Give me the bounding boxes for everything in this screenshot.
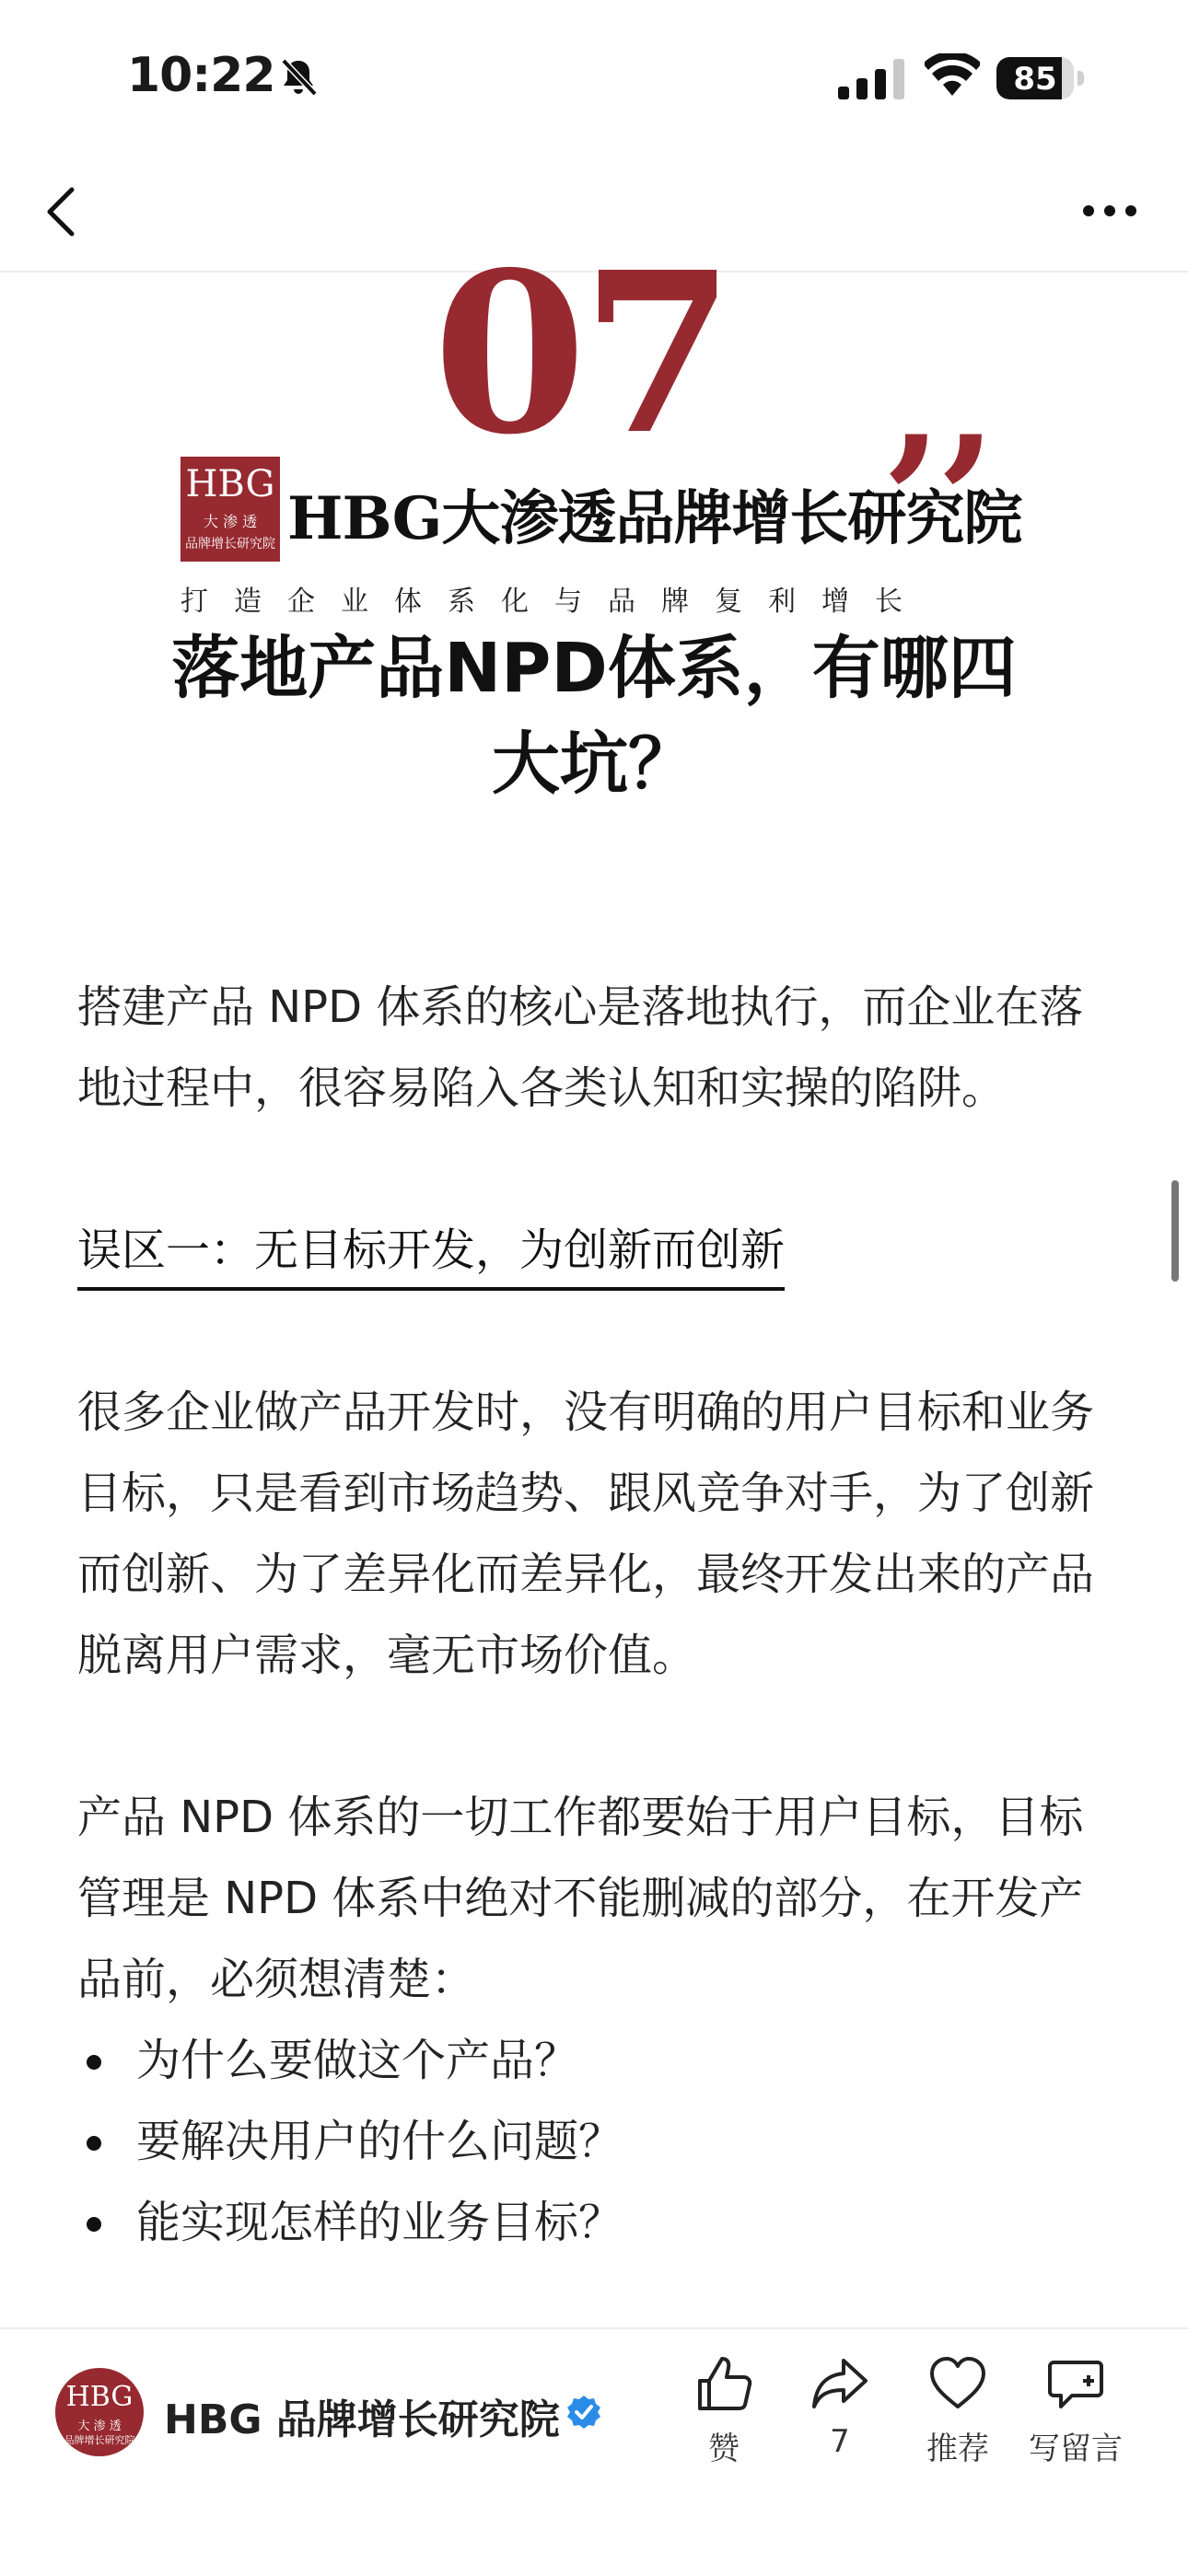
like-button[interactable]	[669, 2355, 779, 2475]
share-arrow-icon	[810, 2355, 869, 2412]
like-label: 赞	[708, 2431, 740, 2467]
account-name[interactable]: HBG 品牌增长研究院	[164, 2396, 560, 2443]
battery-indicator	[996, 57, 1085, 101]
question-list	[77, 2020, 1118, 2263]
logo-sub1: 大 渗 透	[203, 513, 258, 530]
list-item: 能实现怎样的业务目标？	[77, 2182, 1118, 2263]
list-item: 为什么要做这个产品？	[77, 2020, 1118, 2101]
back-arrow-icon[interactable]	[37, 182, 92, 241]
bell-muted-icon	[276, 55, 320, 99]
avatar-sub2: 品牌增长研究院	[64, 2434, 135, 2446]
banner-number: 07	[433, 224, 729, 483]
status-time: 10:22	[127, 48, 275, 103]
article-headline: 落地产品NPD体系，有哪四大坑？	[171, 629, 1017, 804]
verified-badge-icon	[565, 2394, 602, 2431]
brand-slogan: 打造企业体系化与品牌复利增长	[181, 586, 928, 618]
cellular-signal-icon	[838, 59, 908, 99]
scrollbar[interactable]	[1171, 1180, 1179, 1282]
share-count: 7	[830, 2423, 850, 2460]
list-item: 要解决用户的什么问题？	[77, 2101, 1118, 2182]
status-bar	[0, 0, 1188, 157]
more-options-icon[interactable]	[1077, 188, 1142, 234]
recommend-label: 推荐	[926, 2431, 989, 2467]
avatar-mark: HBG	[65, 2381, 134, 2413]
logo-sub2: 品牌增长研究院	[185, 537, 275, 551]
section-heading: 误区一：无目标开发，为创新而创新	[77, 1213, 785, 1291]
wifi-icon	[925, 53, 980, 99]
brand-logo	[181, 457, 280, 562]
article-banner	[0, 224, 1188, 841]
article-body	[77, 967, 1118, 2263]
paragraph-goal: 产品 NPD 体系的一切工作都要始于用户目标，目标管理是 NPD 体系中绝对不能删减的部分，在开发产品前，必须想清楚：	[77, 1792, 1084, 2005]
paragraph-myth-one: 很多企业做产品开发时，没有明确的用户目标和业务目标，只是看到市场趋势、跟风竞争对手，为了创新而创新、为了差异化而差异化，最终开发出来的产品脱离用户需求，毫无市场价值。	[77, 1387, 1095, 1681]
share-button[interactable]	[785, 2355, 895, 2475]
avatar-sub1: 大 渗 透	[77, 2419, 122, 2433]
recommend-button[interactable]	[903, 2355, 1013, 2475]
logo-mark: HBG	[185, 463, 275, 505]
battery-level: 85	[1013, 61, 1057, 98]
bottom-action-bar	[0, 2327, 1188, 2576]
thumbs-up-icon	[694, 2355, 753, 2412]
comment-label: 写留言	[1029, 2431, 1123, 2467]
brand-title: HBG大渗透品牌增长研究院	[287, 484, 1022, 553]
paragraph-intro: 搭建产品 NPD 体系的核心是落地执行，而企业在落地过程中，很容易陷入各类认知和实操的陷阱。	[77, 981, 1084, 1114]
comment-button[interactable]	[1020, 2355, 1131, 2475]
heart-icon	[928, 2355, 987, 2412]
account-avatar[interactable]	[55, 2368, 144, 2456]
comment-icon	[1046, 2355, 1105, 2412]
banner-quote-mark: ,,	[888, 312, 997, 496]
